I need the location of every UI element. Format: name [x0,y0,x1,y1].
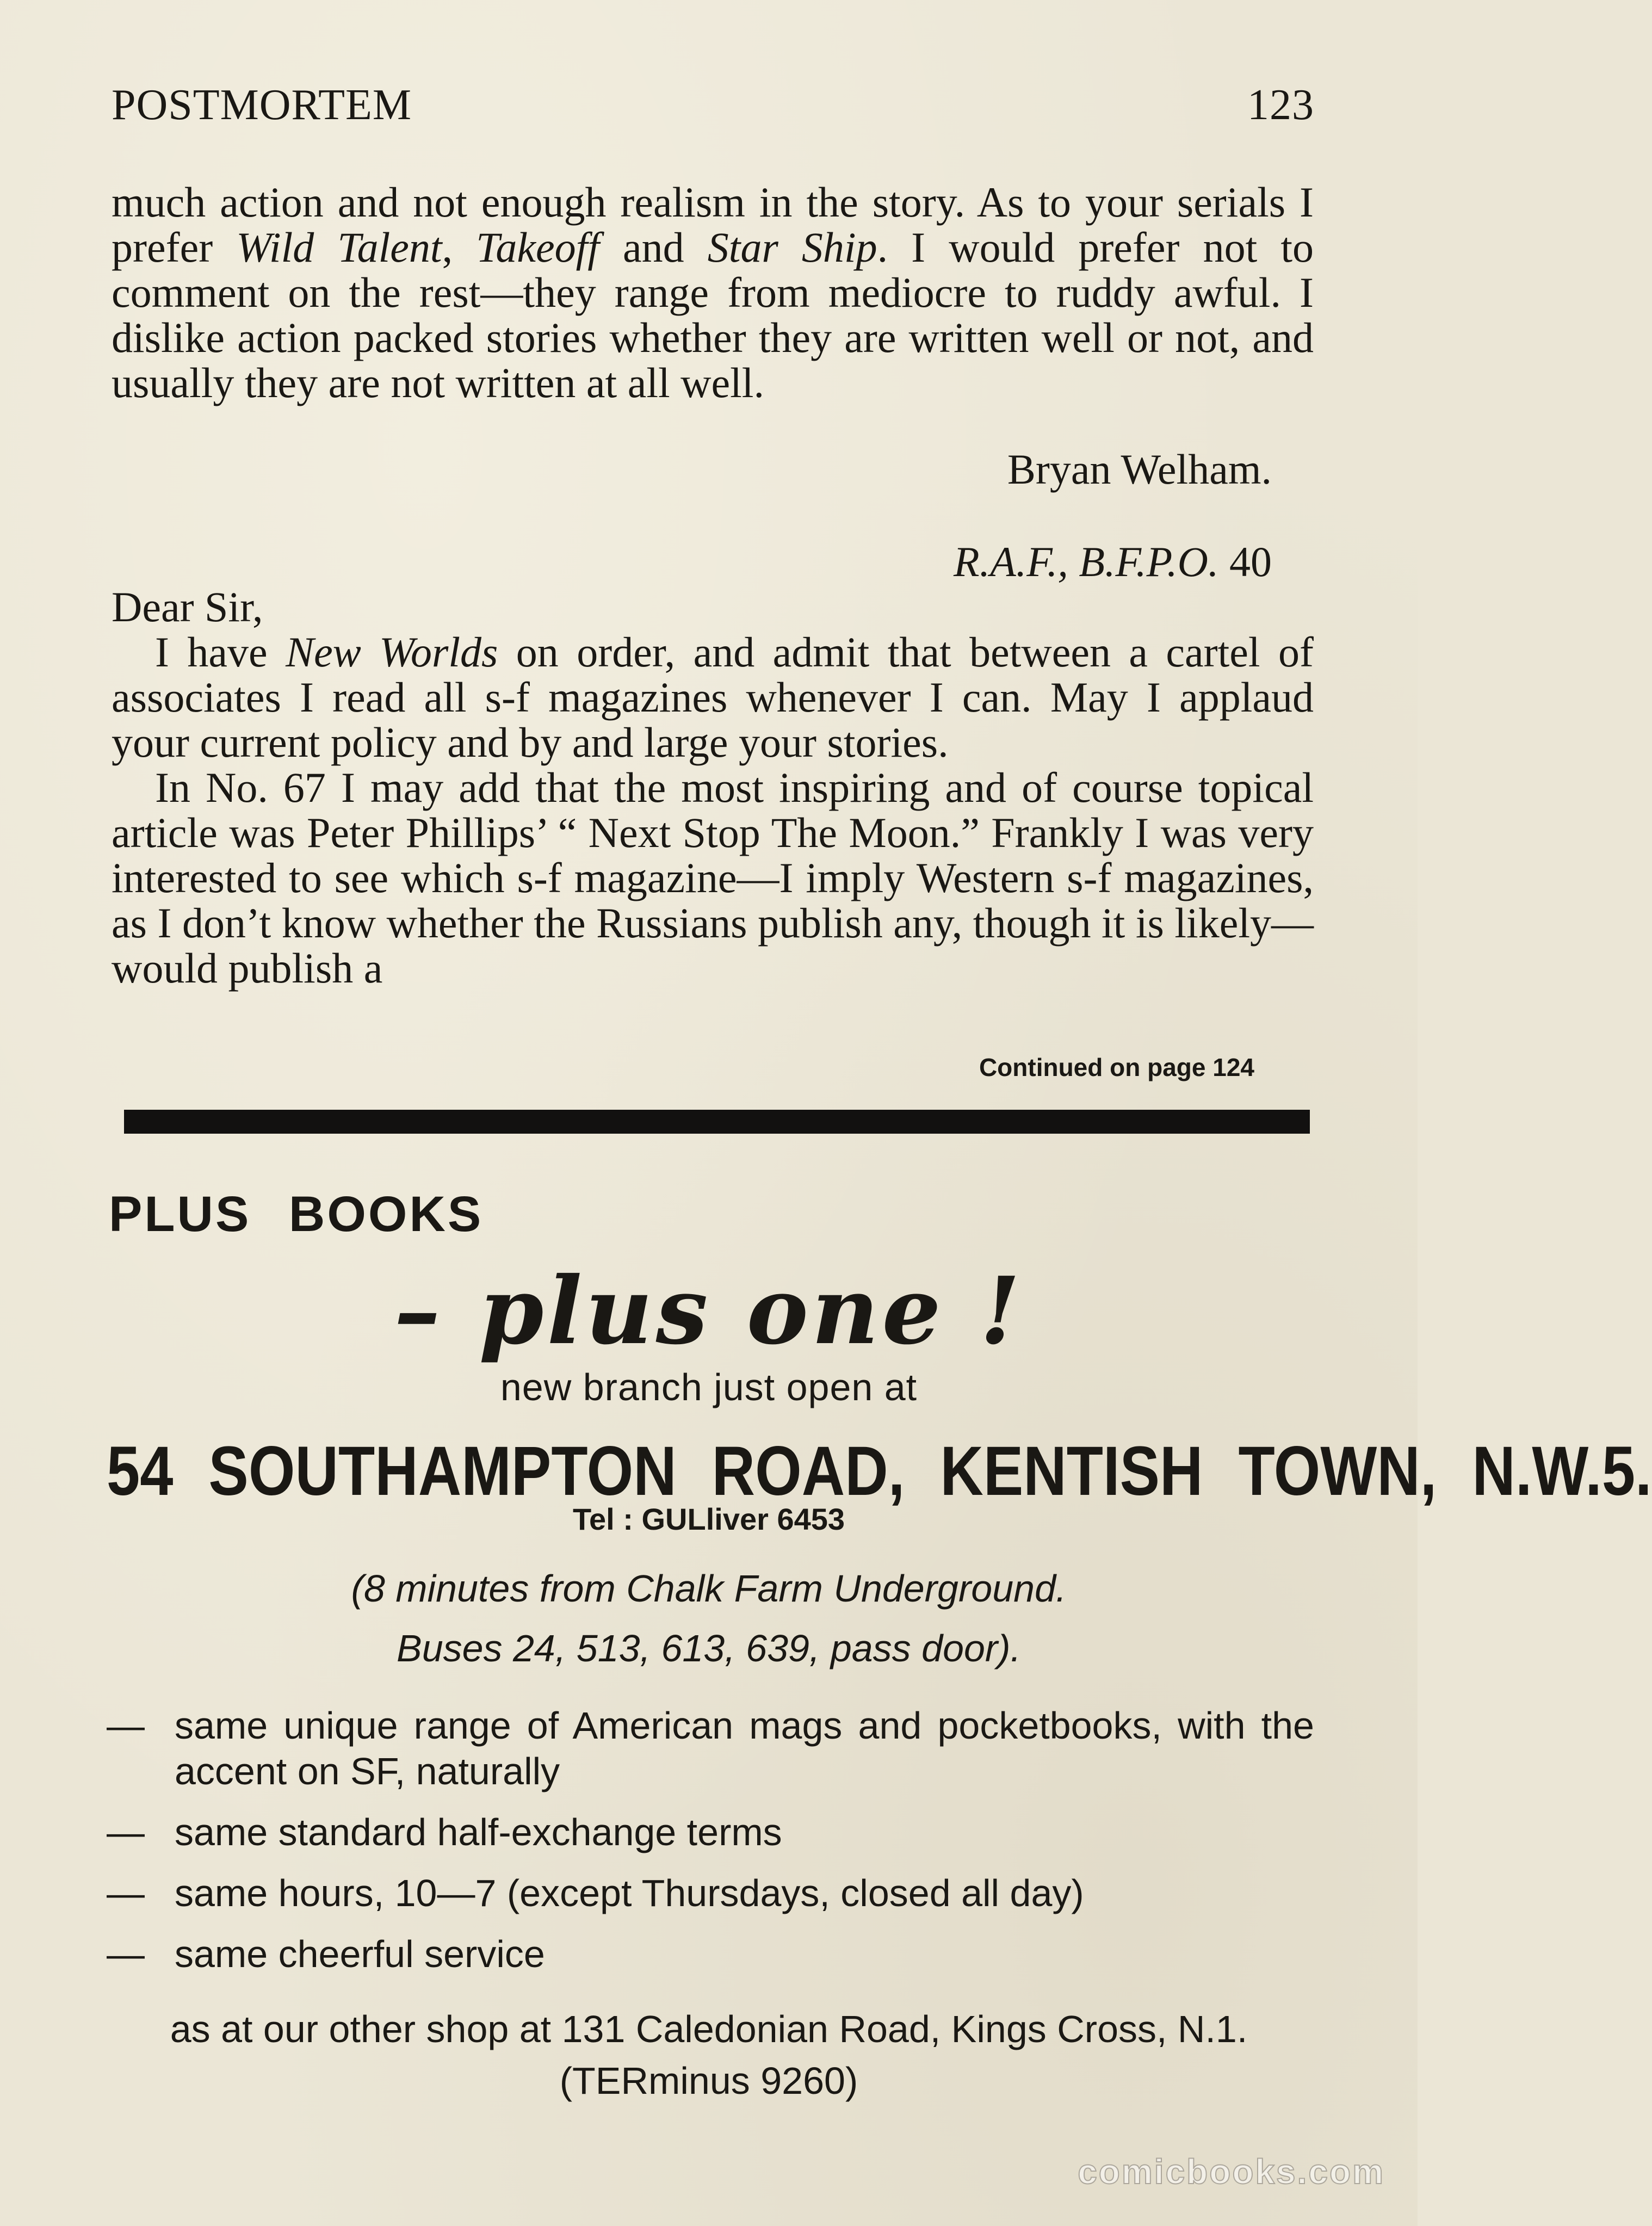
advert-new-branch: new branch just open at [500,1366,918,1408]
text-span: . I would prefer not to comment on the rest—they range from mediocre to ruddy awful. I dislike action packed stories whether they are written well or not, and usually they are not written at all well. [112,224,1314,406]
text-span: I have [155,628,286,676]
running-header [112,81,1314,135]
letter-one-paragraph [112,180,1314,405]
advert-telephone: Tel : GULliver 6453 [572,1502,845,1536]
advert-address: 54 SOUTHAMPTON ROAD, KENTISH TOWN, N.W.5. [107,1432,1652,1510]
section-title: POSTMORTEM [112,81,412,129]
list-item-text: same hours, 10—7 (except Thursdays, closed all day) [175,1872,1084,1914]
list-item-text: same unique range of American mags and pocketbooks, with the accent on SF, naturally [175,1704,1314,1792]
text-span: and [599,224,708,271]
text-span: much action and not enough realism in the story. As to your serials I prefer [112,178,1314,271]
advert-other-shop: as at our other shop at 131 Caledonian Road, Kings Cross, N.1. [170,2008,1248,2050]
signature-bryan-welham: Bryan Welham. [1007,446,1272,493]
advert-directions-line-2: Buses 24, 513, 613, 639, pass door). [397,1627,1021,1669]
serial-title-wild-talent: Wild Talent [236,224,442,271]
salutation: Dear Sir, [112,583,263,630]
letter-two-paragraph-2: In No. 67 I may add that the most inspiring and of course topical article was Peter Phillips’ “ Next Stop The Moon.” Frankly I was very interested to see which s-f magazine—I imply Western s-f magazines, as I don’t know whether the Russians publish any, though it is likely—would publish a [112,764,1314,992]
advert-feature-list [107,1703,1314,1992]
dash-bullet: — [107,1872,145,1914]
list-item [107,1809,1314,1855]
address-italic: R.A.F., B.F.P.O. [953,538,1219,585]
serial-title-takeoff: Takeoff [476,224,599,271]
dash-bullet: — [107,1933,145,1975]
advert-brand: PLUS BOOKS [109,1186,484,1242]
magazine-title-new-worlds: New Worlds [286,628,498,676]
address-number: 40 [1218,538,1272,585]
divider-rule [124,1110,1310,1134]
list-item [107,1870,1314,1916]
advert-slogan: – plus one ! [394,1257,1024,1365]
list-item [107,1703,1314,1794]
list-item-text: same standard half-exchange terms [175,1811,782,1853]
dash-bullet: — [107,1704,145,1747]
dash-bullet: — [107,1811,145,1853]
text-span: on order, and admit that between a cartel of associates I read all s-f magazines whenever I can. May I applaud your current policy and by and large your stories. [112,628,1314,766]
letter-two-body [112,584,1314,991]
watermark: comicbooks.com [1078,2152,1385,2191]
text-span: , [442,224,477,271]
letter-one-body [112,180,1314,405]
page-number: 123 [1247,81,1314,129]
list-item-text: same cheerful service [175,1933,545,1975]
serial-title-star-ship: Star Ship [707,224,877,271]
letter-two-address [954,537,1272,586]
continued-note: Continued on page 124 [979,1053,1254,1081]
list-item [107,1931,1314,1977]
letter-two-paragraph-1 [112,629,1314,765]
advert-directions-line-1: (8 minutes from Chalk Farm Underground. [351,1567,1067,1610]
advert-other-shop-phone: (TERminus 9260) [559,2060,858,2102]
